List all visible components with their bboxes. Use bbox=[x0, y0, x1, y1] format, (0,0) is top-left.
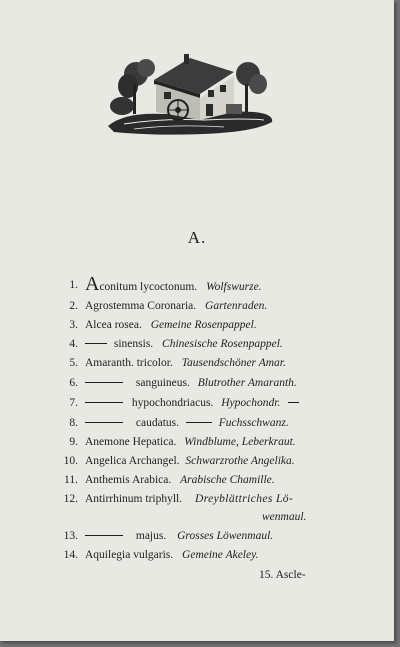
section-letter: A. bbox=[187, 228, 207, 247]
latin-name: Aquilegia vulgaris. bbox=[85, 549, 174, 561]
ditto-dash bbox=[288, 402, 299, 403]
german-name: Gartenraden. bbox=[205, 300, 268, 312]
entry-number: 4. bbox=[69, 338, 78, 350]
german-name: Grosses Löwenmaul. bbox=[177, 530, 274, 542]
latin-name: hypochondriacus. bbox=[131, 397, 214, 409]
german-name: Gemeine Rosenpappel. bbox=[150, 319, 257, 331]
list-item bbox=[0, 436, 394, 456]
entry-number: 10. bbox=[63, 455, 78, 467]
list-item bbox=[0, 377, 394, 397]
latin-name: Angelica Archangel. bbox=[85, 455, 180, 467]
ditto-dash bbox=[85, 382, 123, 383]
german-name: Gemeine Akeley. bbox=[182, 549, 259, 561]
latin-name: sinensis. bbox=[113, 338, 154, 350]
german-name: Dreyblättriches Lö- bbox=[194, 493, 294, 505]
german-name: Wolfswurze. bbox=[206, 281, 262, 293]
cottage-vignette-image bbox=[104, 50, 276, 138]
entry-number: 9. bbox=[69, 436, 78, 448]
german-name-continued: wenmaul. bbox=[262, 511, 307, 523]
list-item bbox=[0, 274, 394, 294]
entry-number: 11. bbox=[64, 474, 78, 486]
ditto-dash bbox=[85, 535, 123, 536]
entry-number: 13. bbox=[63, 530, 78, 542]
ditto-dash bbox=[85, 402, 123, 403]
entry-number: 3. bbox=[69, 319, 78, 331]
list-item bbox=[0, 474, 394, 494]
german-name: Blutrother Amaranth. bbox=[197, 377, 297, 389]
entry-number: 8. bbox=[69, 417, 78, 429]
entry-number: 7. bbox=[69, 397, 78, 409]
list-item bbox=[0, 530, 394, 550]
latin-name: Agrostemma Coronaria. bbox=[85, 300, 197, 312]
list-item bbox=[0, 300, 394, 320]
german-name: Fuchsschwanz. bbox=[218, 417, 289, 429]
entry-number: 6. bbox=[69, 377, 78, 389]
list-item bbox=[0, 338, 394, 358]
latin-name: Alcea rosea. bbox=[85, 319, 142, 331]
drop-capital: A bbox=[85, 273, 100, 295]
entry-number: 14. bbox=[63, 549, 78, 561]
entry-number: 2. bbox=[69, 300, 78, 312]
entry-number: 1. bbox=[69, 279, 78, 291]
latin-name: majus. bbox=[135, 530, 167, 542]
german-name: Chinesische Rosenpappel. bbox=[162, 338, 283, 350]
latin-name: caudatus. bbox=[135, 417, 179, 429]
entry-number: 12. bbox=[63, 493, 78, 505]
list-item bbox=[0, 455, 394, 475]
list-item bbox=[0, 397, 394, 417]
list-item bbox=[0, 549, 394, 569]
list-item bbox=[0, 319, 394, 339]
ditto-dash bbox=[186, 422, 212, 423]
ditto-dash bbox=[85, 343, 107, 344]
entry-number: 5. bbox=[69, 357, 78, 369]
german-name: Hypochondr. bbox=[221, 397, 281, 409]
latin-name: Anemone Hepatica. bbox=[85, 436, 177, 448]
latin-name: Amaranth. tricolor. bbox=[85, 357, 173, 369]
list-item bbox=[0, 417, 394, 437]
list-item bbox=[0, 357, 394, 377]
latin-name: sanguineus. bbox=[135, 377, 190, 389]
latin-name: Anthemis Arabica. bbox=[85, 474, 172, 486]
german-name: Windblume, Leberkraut. bbox=[184, 436, 296, 448]
german-name: Schwarzrothe Angelika. bbox=[185, 455, 295, 467]
list-item bbox=[0, 493, 394, 533]
german-name: Tausendschöner Amar. bbox=[181, 357, 286, 369]
catchword: 15. Ascle- bbox=[259, 569, 306, 581]
latin-name: Antirrhinum triphyll. bbox=[85, 493, 183, 505]
german-name: Arabische Chamille. bbox=[180, 474, 275, 486]
latin-name: conitum lycoctonum. bbox=[99, 281, 198, 293]
ditto-dash bbox=[85, 422, 123, 423]
